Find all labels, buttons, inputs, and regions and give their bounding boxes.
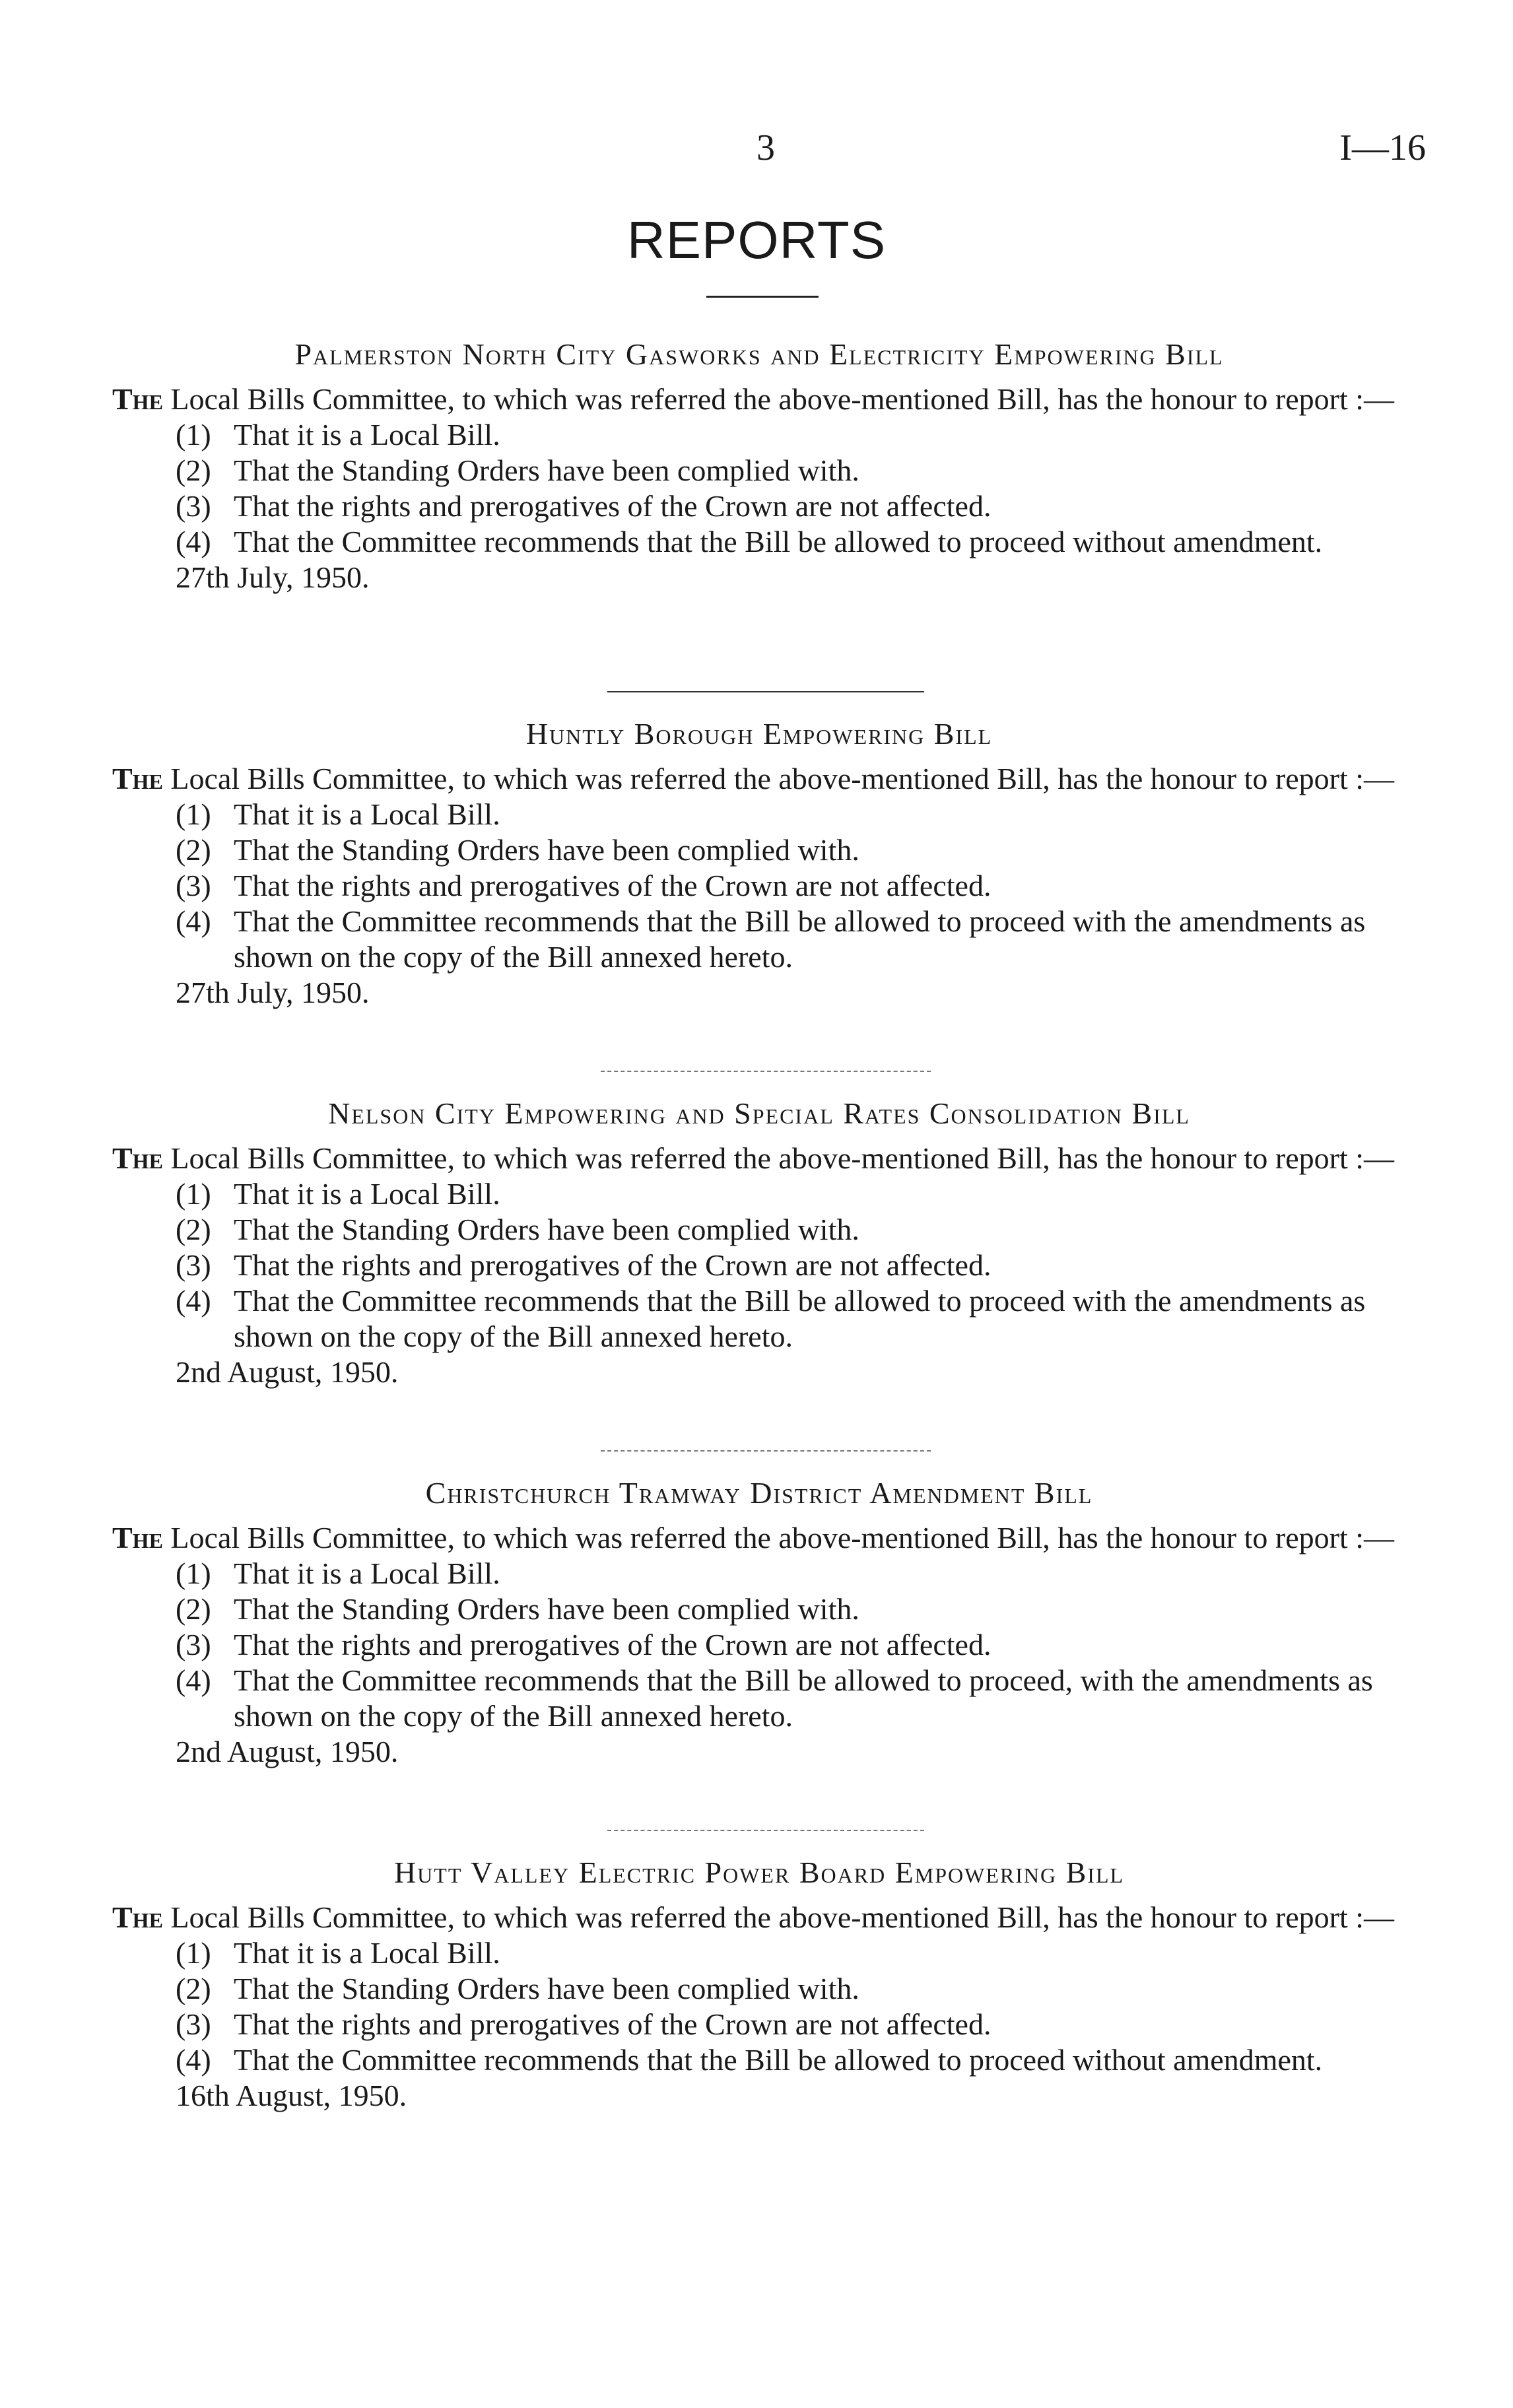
item-text: That the Standing Orders have been complied with. [234,453,859,487]
report-section [112,716,1406,1011]
report-date: 27th July, 1950. [176,976,370,1009]
title-rule [706,296,819,298]
list-item [112,904,1406,975]
item-number: (2) [176,453,211,487]
report-date: 27th July, 1950. [176,560,370,594]
section-divider [601,1071,931,1072]
list-item [112,832,1406,868]
list-item [112,1971,1406,2007]
intro-prefix: The [112,1521,163,1555]
intro-text: Local Bills Committee, to which was referred the above-mentioned Bill, has the honour to report :— [170,1900,1395,1934]
intro-text: Local Bills Committee, to which was referred the above-mentioned Bill, has the honour to report :— [170,1521,1395,1555]
list-item [112,488,1406,524]
item-text: That the rights and prerogatives of the Crown are not affected. [234,869,992,902]
intro-text: Local Bills Committee, to which was referred the above-mentioned Bill, has the honour to report :— [170,762,1395,795]
item-number: (4) [176,1284,211,1318]
item-text: That the rights and prerogatives of the Crown are not affected. [234,1628,992,1661]
page-reference: I—16 [1339,127,1426,168]
list-item [112,2042,1406,2078]
report-heading: Christchurch Tramway District Amendment Bill [425,1476,1093,1510]
intro-text: Local Bills Committee, to which was referred the above-mentioned Bill, has the honour to report :— [170,1141,1395,1175]
item-number: (4) [176,2043,211,2077]
report-intro [112,382,1406,417]
list-item [112,2007,1406,2042]
report-section [112,337,1406,595]
item-text: That the rights and prerogatives of the Crown are not affected. [234,1248,992,1282]
item-text: That it is a Local Bill. [234,797,500,831]
item-number: (1) [176,1556,211,1590]
item-text: That it is a Local Bill. [234,1177,500,1211]
item-number: (3) [176,1248,211,1282]
item-number: (2) [176,1592,211,1626]
section-divider [601,1450,931,1452]
section-divider [607,1830,924,1831]
intro-prefix: The [112,1900,163,1934]
item-number: (2) [176,833,211,867]
report-heading: Huntly Borough Empowering Bill [525,717,993,751]
list-item [112,524,1406,560]
list-item [112,1212,1406,1248]
report-intro [112,1520,1406,1556]
item-number: (4) [176,525,211,558]
list-item [112,1176,1406,1212]
report-heading: Nelson City Empowering and Special Rates Consolidation Bill [328,1096,1190,1130]
item-number: (3) [176,489,211,523]
list-item [112,1248,1406,1283]
item-text: That it is a Local Bill. [234,418,500,452]
report-heading: Palmerston North City Gasworks and Electricity Empowering Bill [294,337,1224,371]
report-items [112,1556,1406,1734]
item-text: That the Standing Orders have been complied with. [234,1592,859,1626]
report-items [112,1176,1406,1354]
intro-prefix: The [112,1141,163,1175]
intro-prefix: The [112,382,163,416]
item-number: (1) [176,797,211,831]
item-text: That the Standing Orders have been complied with. [234,1972,859,2005]
item-text: That the Committee recommends that the Bill be allowed to proceed without amendment. [234,2043,1323,2077]
item-number: (4) [176,904,211,938]
item-text: That the Standing Orders have been complied with. [234,833,859,867]
list-item [112,797,1406,832]
list-item [112,1627,1406,1663]
list-item [112,1663,1406,1734]
report-intro [112,1900,1406,1935]
item-text: That the Standing Orders have been complied with. [234,1213,859,1246]
report-date: 2nd August, 1950. [176,1735,399,1768]
item-text: That the rights and prerogatives of the Crown are not affected. [234,489,992,523]
report-intro [112,1141,1406,1176]
page-title: REPORTS [626,211,887,269]
item-text: That it is a Local Bill. [234,1936,500,1970]
item-number: (2) [176,1213,211,1246]
report-heading: Hutt Valley Electric Power Board Empowering Bill [393,1856,1125,1889]
list-item [112,1283,1406,1354]
intro-text: Local Bills Committee, to which was referred the above-mentioned Bill, has the honour to report :— [170,382,1395,416]
report-items [112,417,1406,560]
item-number: (3) [176,1628,211,1661]
item-text: That the Committee recommends that the Bill be allowed to proceed with the amendments as shown on the copy of the Bill annexed hereto. [234,1284,1366,1353]
item-text: That the Committee recommends that the Bill be allowed to proceed with the amendments as shown on the copy of the Bill annexed hereto. [234,904,1366,974]
report-section [112,1475,1406,1770]
item-text: That the Committee recommends that the Bill be allowed to proceed, with the amendments as shown on the copy of the Bill annexed hereto. [234,1663,1373,1733]
item-number: (1) [176,1936,211,1970]
report-items [112,1935,1406,2078]
list-item [112,1591,1406,1627]
report-section [112,1855,1406,2114]
report-date: 16th August, 1950. [176,2079,407,2112]
item-text: That the Committee recommends that the Bill be allowed to proceed without amendment. [234,525,1323,558]
item-text: That the rights and prerogatives of the Crown are not affected. [234,2007,992,2041]
intro-prefix: The [112,762,163,795]
list-item [112,868,1406,904]
item-number: (4) [176,1663,211,1697]
item-number: (1) [176,418,211,452]
item-number: (2) [176,1972,211,2005]
item-number: (3) [176,2007,211,2041]
list-item [112,417,1406,453]
item-number: (1) [176,1177,211,1211]
report-items [112,797,1406,975]
report-intro [112,761,1406,797]
page-number: 3 [756,127,775,168]
list-item [112,1556,1406,1591]
section-divider [607,691,924,692]
report-section [112,1096,1406,1390]
list-item [112,453,1406,488]
list-item [112,1935,1406,1971]
item-number: (3) [176,869,211,902]
report-date: 2nd August, 1950. [176,1355,399,1389]
item-text: That it is a Local Bill. [234,1556,500,1590]
